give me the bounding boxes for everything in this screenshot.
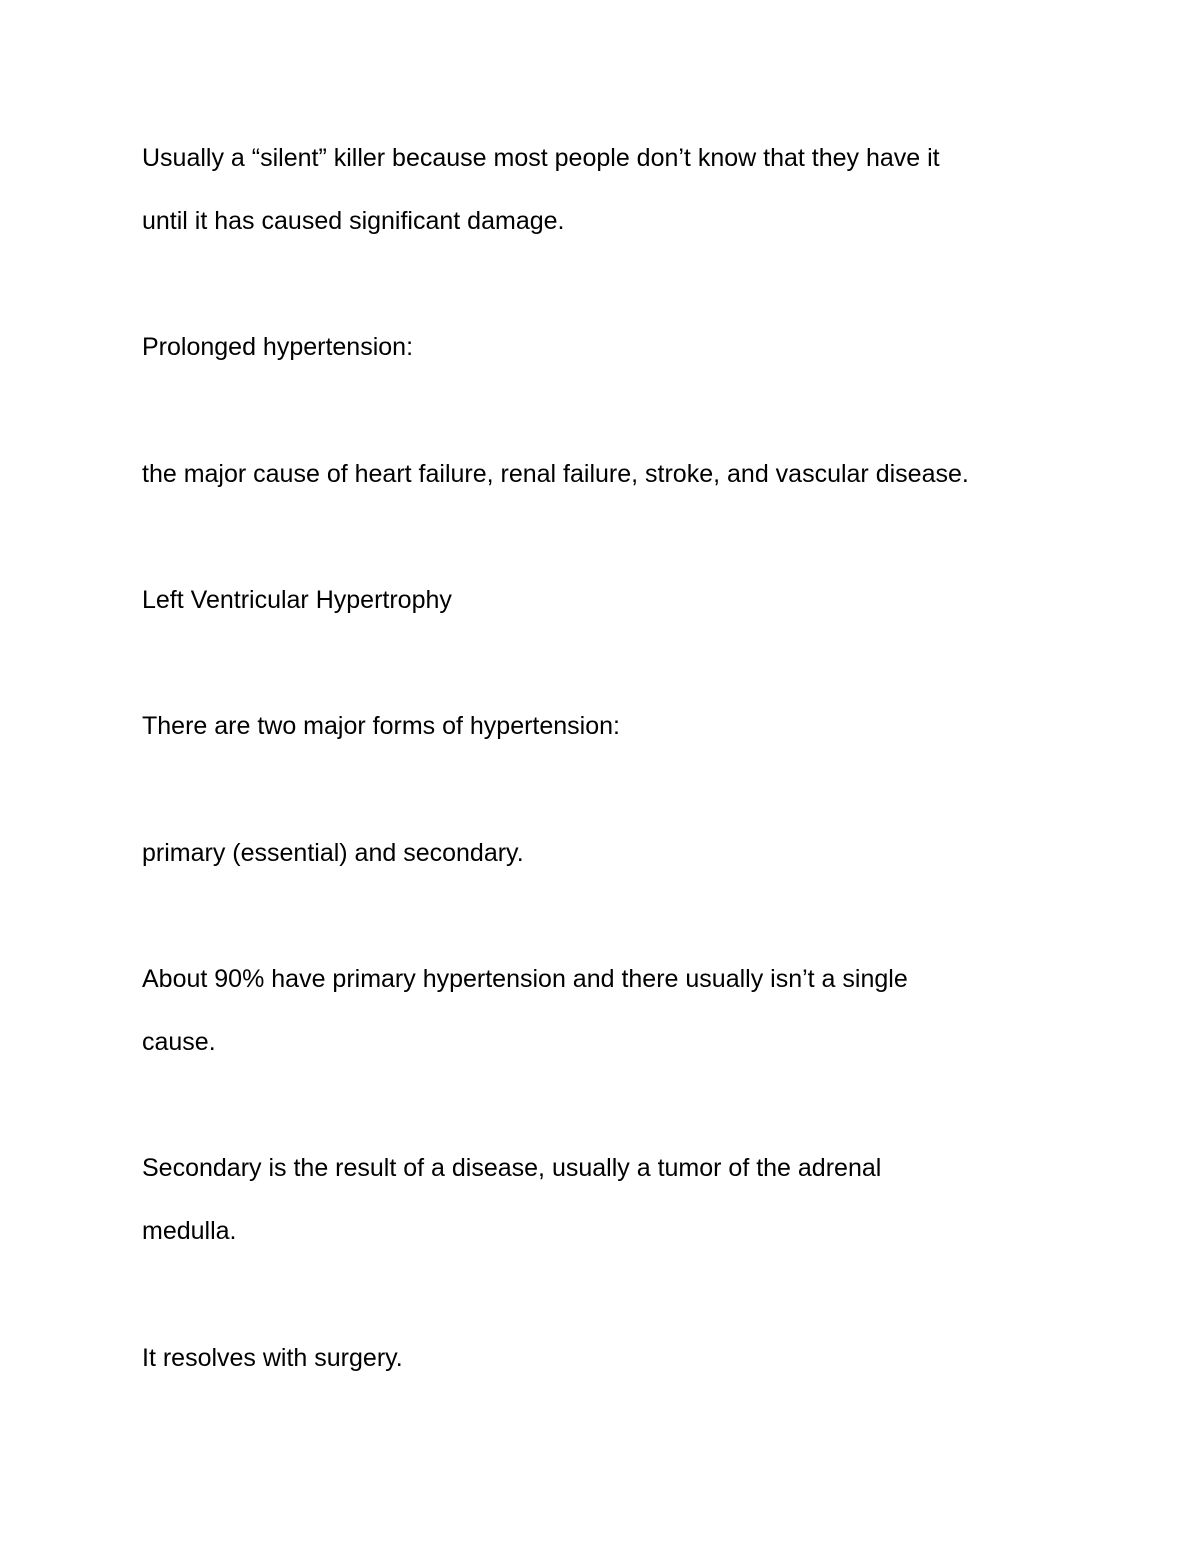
paragraph-major-cause: the major cause of heart failure, renal failure, stroke, and vascular disease.	[142, 460, 969, 488]
paragraph-two-major-forms: There are two major forms of hypertension:	[142, 712, 620, 740]
paragraph-secondary-line-2: medulla.	[142, 1217, 237, 1245]
paragraph-silent-killer-line-1: Usually a “silent” killer because most people don’t know that they have it	[142, 144, 940, 172]
paragraph-left-ventricular-hypertrophy: Left Ventricular Hypertrophy	[142, 586, 452, 614]
paragraph-secondary-line-1: Secondary is the result of a disease, usually a tumor of the adrenal	[142, 1154, 882, 1182]
paragraph-primary-secondary: primary (essential) and secondary.	[142, 839, 524, 867]
paragraph-about-90-line-1: About 90% have primary hypertension and there usually isn’t a single	[142, 965, 908, 993]
paragraph-about-90-line-2: cause.	[142, 1028, 216, 1056]
paragraph-silent-killer-line-2: until it has caused significant damage.	[142, 207, 565, 235]
paragraph-prolonged-hypertension: Prolonged hypertension:	[142, 333, 414, 361]
paragraph-resolves-with-surgery: It resolves with surgery.	[142, 1344, 403, 1372]
